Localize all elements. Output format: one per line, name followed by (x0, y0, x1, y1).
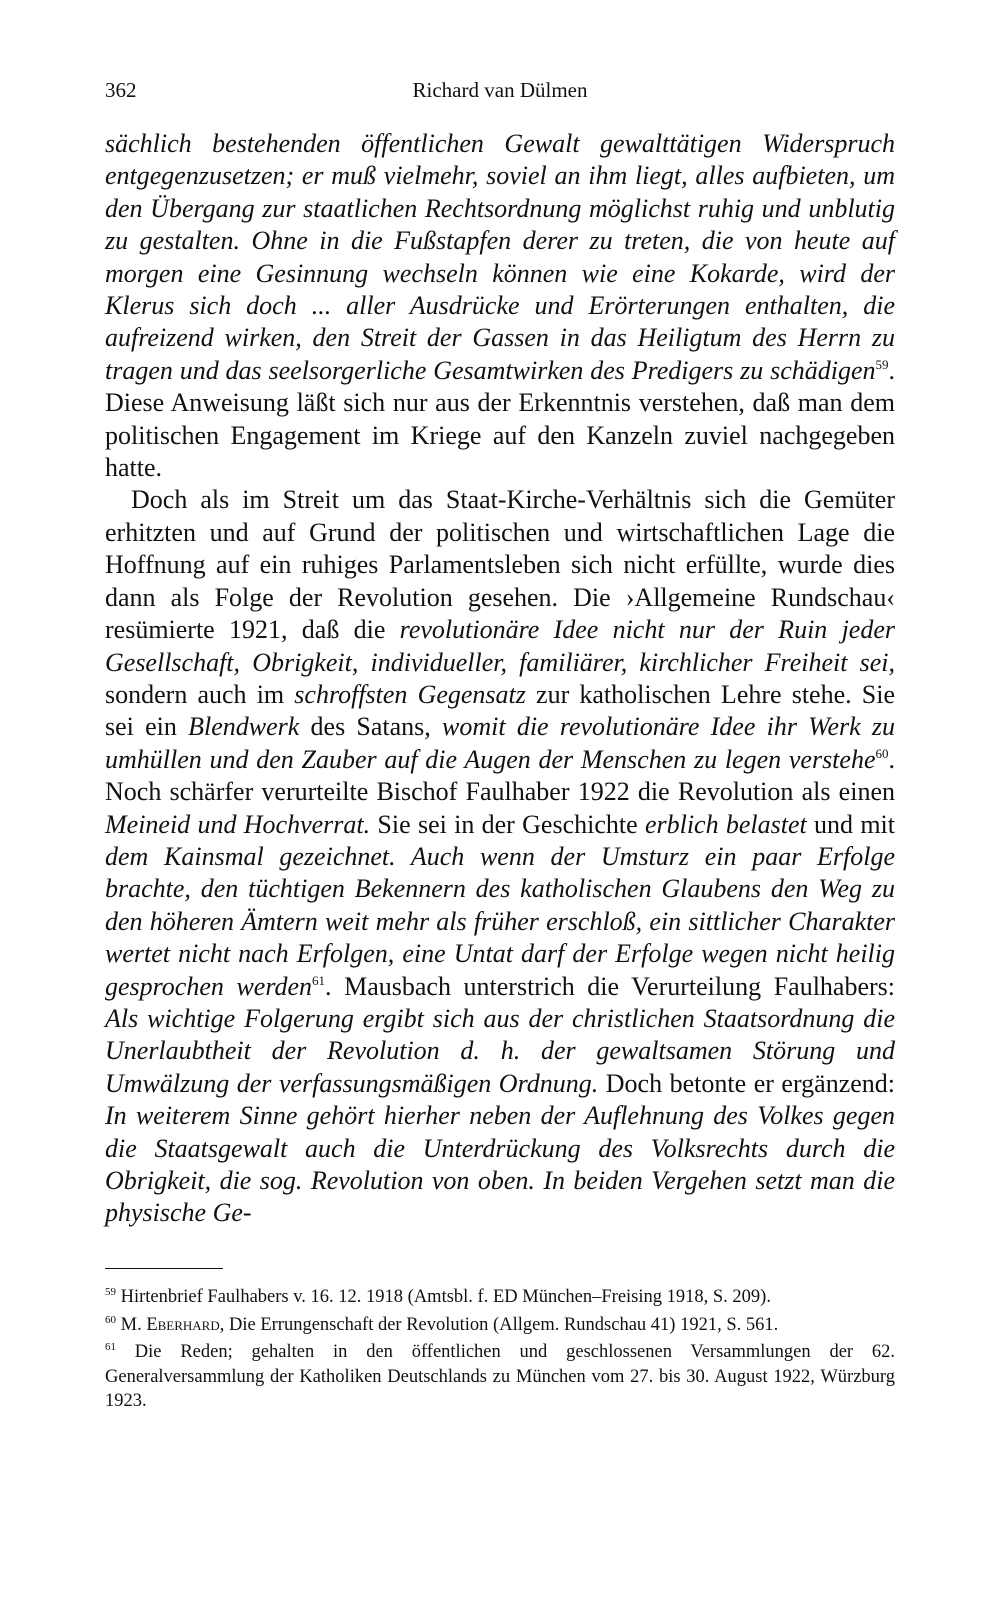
text-run: . Diese Anweisung läßt sich nur aus der Erkenntnis verstehen, daß man dem politischen Engagement im Kriege auf den Kanzeln zuviel nachgegeben hatte. (105, 355, 895, 483)
text-run: und mit (806, 809, 896, 839)
quote-run: womit die revolutionäre Idee ihr Werk zu umhüllen und den Zauber auf die Augen der Menschen zu legen verstehe (105, 712, 895, 774)
text-run: . Mausbach unterstrich die Verurteilung Faulhabers: (325, 971, 895, 1001)
text-run: Doch als im Streit um das Staat-Kirche-Verhältnis sich die Gemüter erhitzten und auf Grund der politischen und wirtschaftlichen Lage die Hoffnung auf ein ruhiges Parlamentsleben sich nicht erfüllte, wurde dies dann als Folge der Revolution gesehen. Die ›Allgemeine Rundschau‹ resümierte 1921, daß die (105, 485, 895, 645)
quote-run: dem Kainsmal gezeichnet. Auch wenn der Umsturz ein paar Erfolge brachte, den tüchtigen Bekennern des katholischen Glaubens den Weg zu den höheren Ämtern weit mehr als früher erschloß, ein sittlicher Charakter wertet nicht nach Erfolgen, eine Untat darf der Erfolge wegen nicht heilig gesprochen werden (105, 841, 895, 1001)
quote-run: Blendwerk (188, 712, 300, 742)
footnote-text: , Die Errungenschaft der Revolution (Allgem. Rundschau 41) 1921, S. 561. (219, 1314, 779, 1335)
footnote-number: 60 (105, 1313, 116, 1326)
paragraph-1 (105, 128, 895, 484)
paragraph-2 (105, 484, 895, 1229)
text-run: . Noch schärfer verurteilte Bischof Faulhaber 1922 die Revolution als einen (105, 744, 895, 807)
footnote-ref-61: 61 (312, 972, 326, 988)
quote-run: schroffsten Gegensatz (294, 679, 526, 709)
text-run: Sie sei in der Geschichte (370, 809, 645, 839)
footnote-59 (105, 1285, 895, 1310)
quote-pastoral-instruction: sächlich bestehenden öffentlichen Gewalt gewalttätigen Widerspruch entgegenzusetzen; er muß vielmehr, soviel an ihm liegt, alles aufbieten, um den Übergang zur staatlichen Rechtsordnung möglichst ruhig und unblutig zu gestalten. Ohne in die Fußstapfen derer zu treten, die von heute auf morgen eine Gesinnung wechseln können wie eine Kokarde, wird der Klerus sich doch ... aller Ausdrücke und Erörterungen enthalten, die aufreizend wirken, den Streit der Gassen in das Heiligtum des Herrn zu tragen und das seelsorgerliche Gesamtwirken des Predigers zu schädigen (105, 129, 895, 385)
footnote-60 (105, 1313, 895, 1338)
page-number: 362 (105, 78, 137, 102)
running-title: Richard van Dülmen (412, 78, 588, 102)
text-run: sondern auch im (105, 679, 295, 709)
text-run: Doch betonte er ergänzend: (598, 1068, 895, 1098)
footnote-number: 61 (105, 1341, 116, 1354)
footnote-text: Hirtenbrief Faulhabers v. 16. 12. 1918 (Amtsbl. f. ED München–Freising 1918, S. 209). (116, 1287, 771, 1307)
quote-run: In weiterem Sinne gehört hierher neben der Auflehnung des Volkes gegen die Staatsgewalt auch die Unterdrückung des Volksrechts durch die Obrigkeit, die sog. Revolution von oben. In beiden Vergehen setzt man die physische Ge- (105, 1101, 895, 1228)
quote-run: Meineid und Hochverrat. (105, 809, 371, 839)
quote-run: erblich belastet (644, 809, 807, 839)
footnote-text: Die Reden; gehalten in den öffentlichen und geschlossenen Versammlungen der 62. Generalversammlung der Katholiken Deutschlands zu München vom 27. bis 30. August 1922, Würzburg 1923. (105, 1342, 895, 1412)
footnote-author: M. Eberhard (120, 1314, 220, 1335)
text-run: des Satans, (299, 712, 443, 742)
text-run: zur katholischen Lehre stehe. Sie sei ein (105, 679, 895, 742)
footnote-ref-60: 60 (875, 745, 889, 761)
body-text (105, 128, 895, 1230)
footnote-separator (105, 1268, 223, 1269)
page-header (105, 78, 895, 108)
quote-run: Als wichtige Folgerung ergibt sich aus der christlichen Staatsordnung die Unerlaubtheit der Revolution d. h. der gewaltsamen Störung und Umwälzung der verfassungsmäßigen Ordnung. (105, 1003, 895, 1098)
quote-run: revolutionäre Idee nicht nur der Ruin jeder Gesellschaft, Obrigkeit, individueller, familiärer, kirchlicher Freiheit sei, (105, 615, 895, 677)
footnote-61 (105, 1340, 895, 1414)
footnote-number: 59 (105, 1286, 116, 1298)
footnote-ref-59: 59 (875, 356, 889, 372)
footnotes (105, 1285, 895, 1417)
